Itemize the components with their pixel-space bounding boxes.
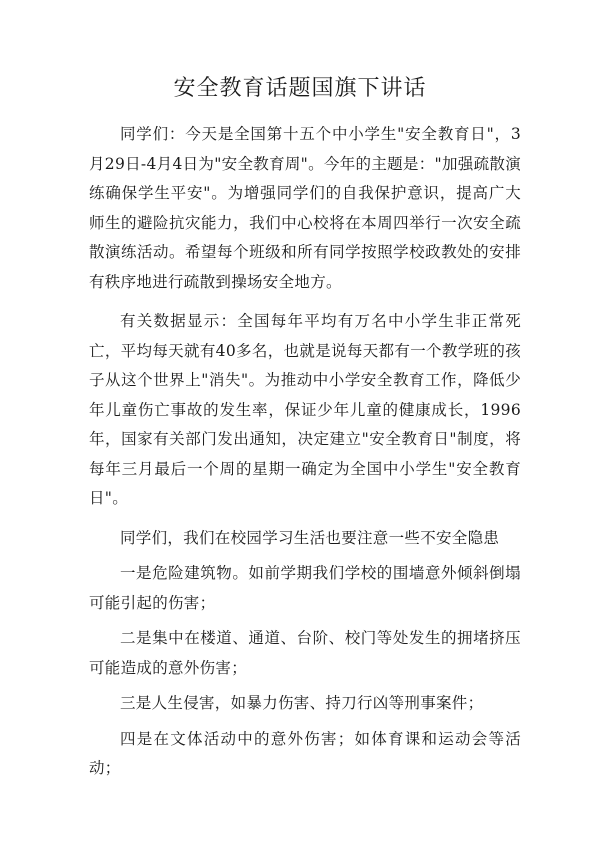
- paragraph-hazards-intro: 同学们，我们在校园学习生活也要注意一些不安全隐患: [120, 528, 500, 547]
- paragraph-hazard-3: 三是人生侵害，如暴力伤害、持刀行凶等刑事案件；: [120, 694, 484, 712]
- paragraph-intro: 同学们：今天是全国第十五个中小学生"安全教育日"，3月29日-4月4日为"安全教育周"。今年的主题是："加强疏散演练确保学生平安"。为增强同学们的自我保护意识，提高广大师生的避险抗灾能力，我们中心校将在本周四举行一次安全疏散演练活动。希望每个班级和所有同学按照学校政教处的安排有秩序地进行疏散到操场安全地方。: [89, 125, 521, 291]
- paragraph-hazard-1: 一是危险建筑物。如前学期我们学校的围墙意外倾斜倒塌可能引起的伤害；: [89, 564, 521, 612]
- paragraph-hazard-2: 二是集中在楼道、通道、台阶、校门等处发生的拥堵挤压可能造成的意外伤害；: [89, 629, 521, 677]
- paragraph-statistics: 有关数据显示：全国每年平均有万名中小学生非正常死亡，平均每天就有40多名，也就是说每天都有一个教学班的孩子从这个世界上"消失"。为推动中小学安全教育工作，降低少年儿童伤亡事故的发生率，保证少年儿童的健康成长，1996年，国家有关部门发出通知，决定建立"安全教育日"制度，将每年三月最后一个周的星期一确定为全国中小学生"安全教育日"。: [89, 312, 521, 507]
- document-title: 安全教育话题国旗下讲话: [173, 76, 427, 101]
- paragraph-hazard-4: 四是在文体活动中的意外伤害；如体育课和运动会等活动；: [89, 729, 521, 777]
- document-body: [89, 120, 521, 790]
